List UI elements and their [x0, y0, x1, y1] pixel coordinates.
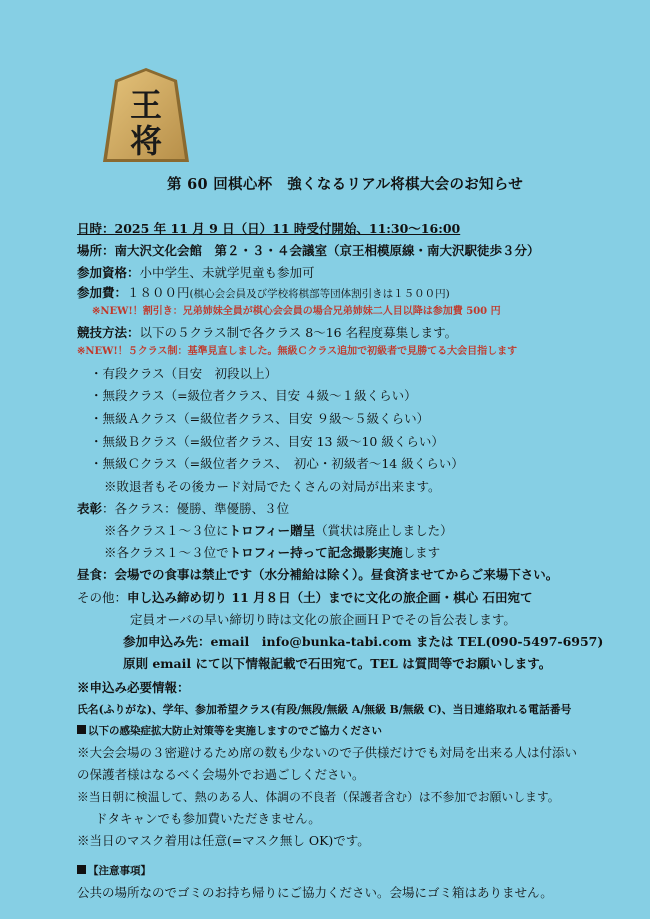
- caution-header: 【注意事項】: [88, 865, 151, 877]
- other-label: その他：: [77, 590, 128, 605]
- contact-note-line: 原則 email にて以下情報記載で石田宛て。TEL は質問等でお願いします。: [123, 656, 552, 671]
- class-item: ・無級Ａクラス（=級位者クラス、目安 ９級～５級くらい）: [90, 411, 430, 426]
- class-item: ・無級Ｃクラス（=級位者クラス、 初心・初級者～14 級くらい）: [90, 456, 464, 471]
- format-label: 競技方法：: [77, 325, 140, 340]
- awards-note-1-bold: トロフィー贈呈: [228, 523, 316, 538]
- required-fields: 氏名(ふりがな)、学年、参加希望クラス(有段/無段/無級 A/無級 B/無級 C)、当日連絡取れる電話番号: [77, 703, 572, 716]
- page-title: 第 60 回棋心杯 強くなるリアル将棋大会のお知らせ: [166, 176, 524, 193]
- notice-line: ドタキャンでも参加費いただきません。: [95, 811, 321, 826]
- awards-note-1-post: （賞状は廃止しました）: [315, 523, 453, 538]
- awards-note-2-post: します: [402, 545, 441, 560]
- class-item: ・無段クラス（=級位者クラス、目安 ４級～１級くらい）: [90, 388, 417, 403]
- notice-line: [77, 723, 382, 739]
- fee-value: １８００円: [127, 285, 190, 300]
- other-deadline: 申し込み締め切り 11 月８日（土）までに文化の旅企画・棋心 石田宛て: [127, 590, 533, 605]
- awards-note-2-pre: ※各クラス１～３位で: [104, 545, 229, 560]
- fee-label: 参加費：: [77, 285, 128, 300]
- notice-line: ※大会会場の３密避けるため席の数も少ないので子供様だけでも対局を出来る人は付添い: [77, 745, 578, 760]
- fee-note: (棋心会会員及び学校将棋部等団体割引きは１５００円): [189, 288, 450, 300]
- caution-header-line: [77, 863, 151, 879]
- fee-new-note: ※NEW!！割引き：兄弟姉妹全員が棋心会会員の場合兄弟姉妹二人目以降は参加費 500 円: [92, 306, 501, 317]
- awards-label: 表彰: [77, 501, 103, 516]
- datetime-line: [77, 221, 460, 237]
- awards-note-2: [104, 545, 440, 561]
- format-value: 以下の５クラス制で各クラス 8～16 名程度募集します。: [139, 325, 458, 340]
- eligibility-label: 参加資格：: [77, 265, 140, 280]
- required-header: ※申込み必要情報：: [77, 680, 190, 695]
- format-note: ※敗退者もその後カード対局でたくさんの対局が出来ます。: [104, 479, 441, 494]
- awards-line: [77, 501, 289, 517]
- awards-value: ：各クラス：優勝、準優勝、３位: [102, 501, 290, 516]
- format-new-note: ※NEW!！５クラス制：基準見直しました。無級Ｃクラス追加で初級者で見勝てる大会目指します: [77, 346, 518, 357]
- venue-line: [77, 243, 540, 259]
- square-bullet-icon: [77, 865, 86, 874]
- venue-value: 南大沢文化会館 第２・３・４会議室（京王相模原線・南大沢駅徒歩３分）: [114, 243, 540, 258]
- piece-char-top: 王: [129, 86, 163, 124]
- datetime-value: 2025 年 11 月 9 日（日）11 時受付開始、11:30～16:00: [114, 221, 461, 236]
- piece-char-bottom: 将: [129, 122, 163, 160]
- eligibility-value: 小中学生、未就学児童も参加可: [139, 265, 315, 280]
- awards-note-1: [104, 523, 453, 539]
- square-bullet-icon: [77, 725, 86, 734]
- class-item: ・有段クラス（目安 初段以上）: [90, 366, 278, 381]
- caution-text: 公共の場所なのでゴミのお持ち帰りにご協力ください。会場にゴミ箱はありません。: [77, 885, 553, 900]
- datetime-label: 日時：: [77, 221, 115, 236]
- lunch-line: 昼食：会場での食事は禁止です（水分補給は除く）。昼食済ませてからご来場下さい。: [77, 567, 559, 582]
- notice-line: の保護者様はなるべく会場外でお過ごしください。: [77, 767, 365, 782]
- class-item: ・無級Ｂクラス（=級位者クラス、目安 13 級～10 級くらい）: [90, 434, 444, 449]
- other-line-1: [77, 590, 532, 606]
- shogi-piece-icon: [101, 66, 191, 166]
- eligibility-line: [77, 265, 315, 281]
- venue-label: 場所：: [77, 243, 115, 258]
- notice-text: 以下の感染症拡大防止対策等を実施しますのでご協力ください: [88, 725, 382, 737]
- contact-line: 参加申込み先：email info@bunka-tabi.com または TEL(090-5497-6957): [123, 634, 604, 649]
- format-line: [77, 325, 457, 341]
- notice-line: ※当日朝に検温して、熱のある人、体調の不良者（保護者含む）は不参加でお願いします。: [77, 790, 560, 804]
- fee-line: [77, 285, 450, 302]
- notice-line: ※当日のマスク着用は任意(=マスク無し OK)です。: [77, 833, 370, 848]
- awards-note-1-pre: ※各クラス１～３位に: [104, 523, 229, 538]
- awards-note-2-bold: トロフィー持って記念撮影実施: [228, 545, 403, 560]
- other-line-2: 定員オーバの早い締切り時は文化の旅企画ＨＰでその旨公表します。: [130, 612, 516, 627]
